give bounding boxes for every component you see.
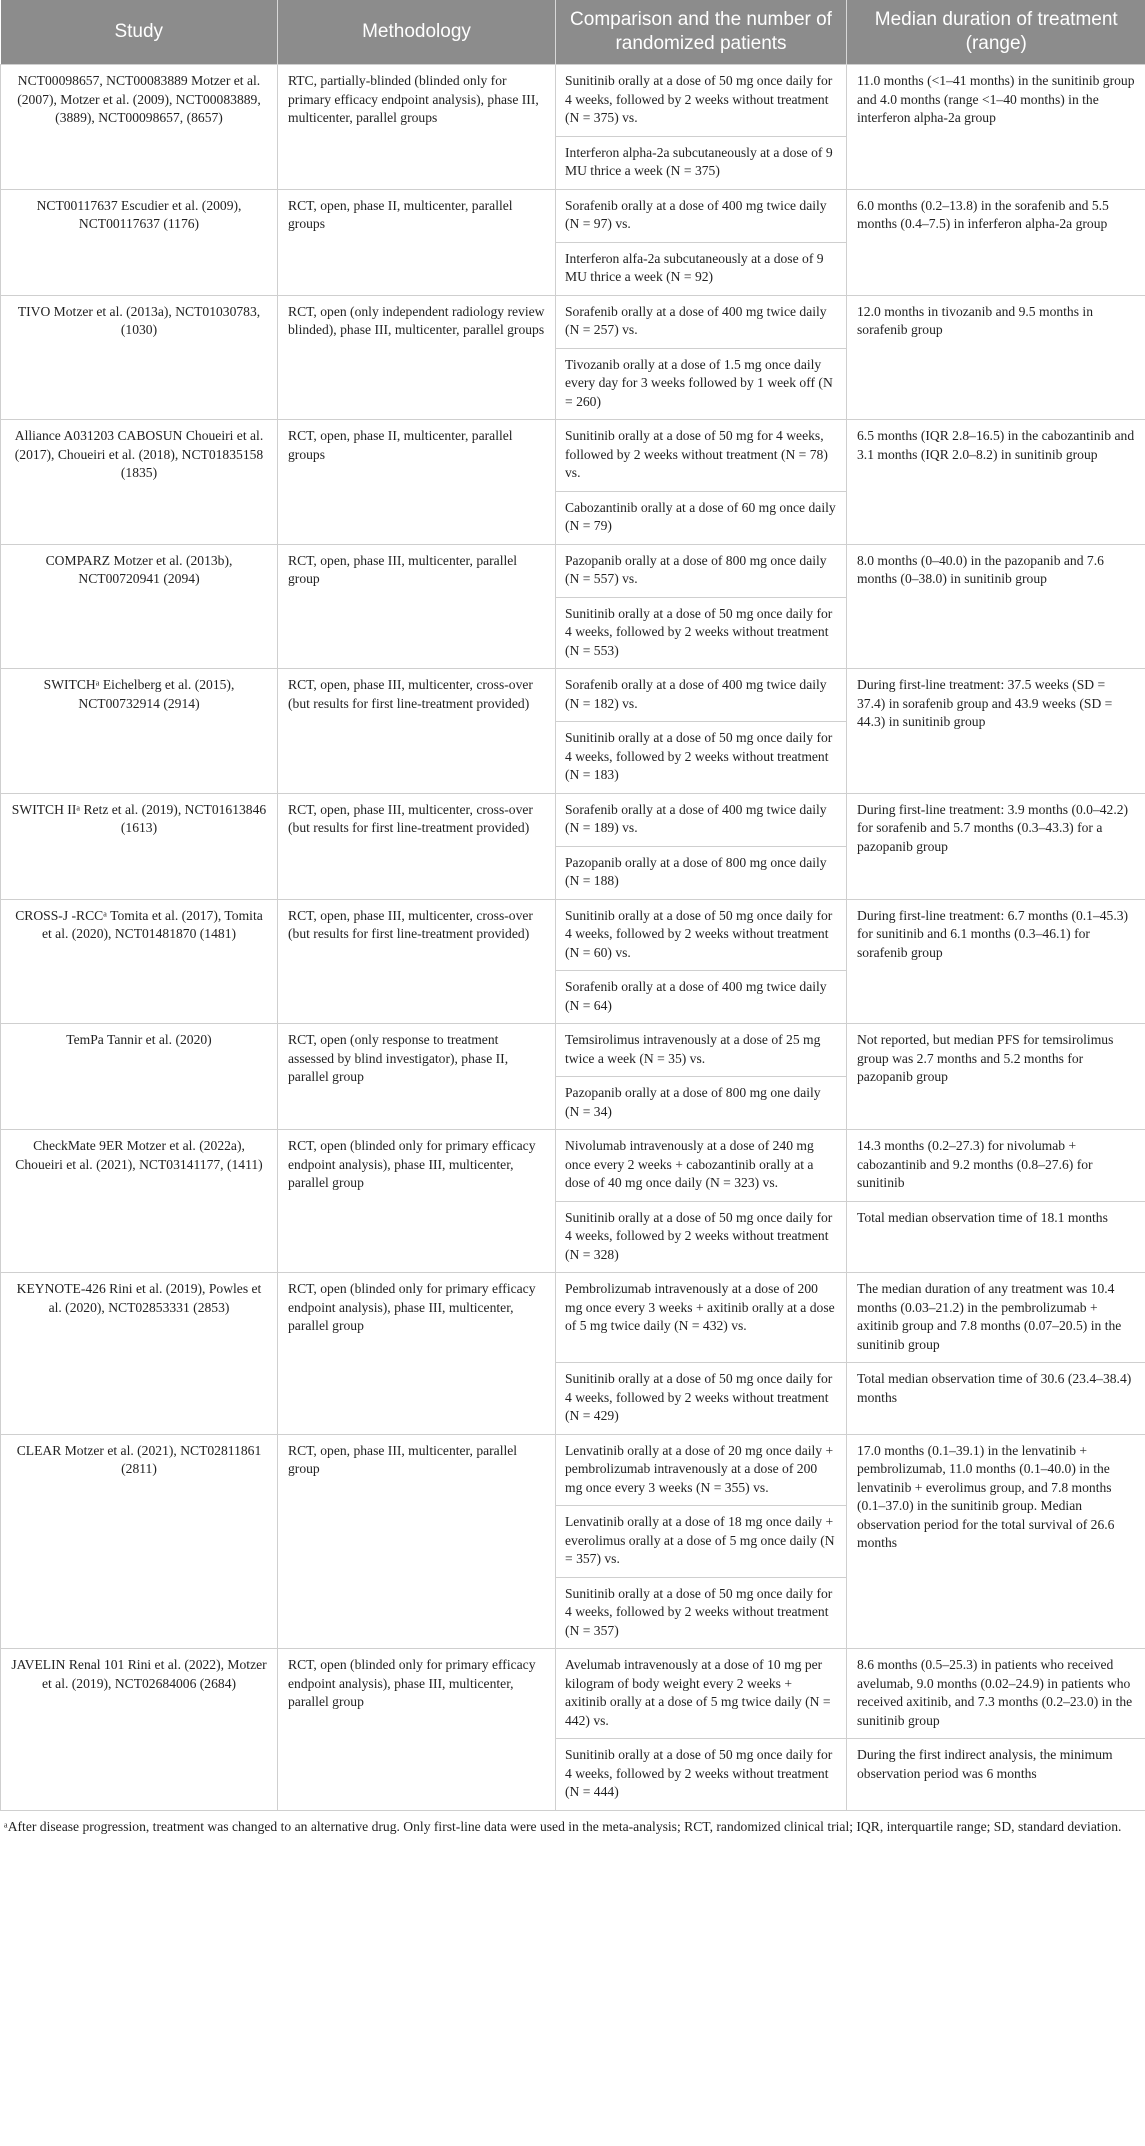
duration-cell: The median duration of any treatment was 10.4 months (0.03–21.2) in the pembrolizumab + axitinib group and 7.8 months (0.07–20.5) in the sunitinib group (847, 1273, 1145, 1363)
table-row (1, 899, 1145, 971)
comparison-cell: Interferon alfa-2a subcutaneously at a dose of 9 MU thrice a week (N = 92) (556, 242, 847, 295)
comparison-cell: Sorafenib orally at a dose of 400 mg twice daily (N = 189) vs. (556, 793, 847, 846)
methodology-cell: RCT, open, phase II, multicenter, parallel groups (278, 189, 556, 295)
study-cell: NCT00098657, NCT00083889 Motzer et al. (2007), Motzer et al. (2009), NCT00083889, (3889), NCT00098657, (8657) (1, 65, 278, 190)
duration-cell: 6.0 months (0.2–13.8) in the sorafenib and 5.5 months (0.4–7.5) in inferferon alpha-2a group (847, 189, 1145, 295)
table-row (1, 189, 1145, 242)
comparison-cell: Pazopanib orally at a dose of 800 mg once daily (N = 188) (556, 846, 847, 899)
comparison-cell: Sunitinib orally at a dose of 50 mg once daily for 4 weeks, followed by 2 weeks without treatment (N = 375) vs. (556, 65, 847, 137)
methodology-cell: RCT, open, phase III, multicenter, cross-over (but results for first line-treatment provided) (278, 899, 556, 1024)
duration-cell: Total median observation time of 18.1 months (847, 1201, 1145, 1273)
table-row (1, 793, 1145, 846)
duration-cell: 8.6 months (0.5–25.3) in patients who received avelumab, 9.0 months (0.02–24.9) in patients who received axitinib, and 7.3 months (0.2–23.0) in the sunitinib group (847, 1649, 1145, 1739)
duration-cell: 6.5 months (IQR 2.8–16.5) in the cabozantinib and 3.1 months (IQR 2.0–8.2) in sunitinib group (847, 420, 1145, 545)
comparison-cell: Lenvatinib orally at a dose of 20 mg once daily + pembrolizumab intravenously at a dose of 200 mg once every 3 weeks (N = 355) vs. (556, 1434, 847, 1506)
comparison-cell: Lenvatinib orally at a dose of 18 mg once daily + everolimus orally at a dose of 5 mg once daily (N = 357) vs. (556, 1506, 847, 1578)
comparison-cell: Temsirolimus intravenously at a dose of 25 mg twice a week (N = 35) vs. (556, 1024, 847, 1077)
methodology-cell: RCT, open, phase III, multicenter, cross-over (but results for first line-treatment provided) (278, 793, 556, 899)
duration-cell: Not reported, but median PFS for temsirolimus group was 2.7 months and 5.2 months for pazopanib group (847, 1024, 1145, 1130)
header-comparison: Comparison and the number of randomized patients (556, 0, 847, 65)
table-row (1, 65, 1145, 137)
table-body (1, 65, 1145, 1811)
comparison-cell: Tivozanib orally at a dose of 1.5 mg once daily every day for 3 weeks followed by 1 week off (N = 260) (556, 348, 847, 420)
comparison-cell: Sunitinib orally at a dose of 50 mg once daily for 4 weeks, followed by 2 weeks without treatment (N = 444) (556, 1739, 847, 1811)
study-cell: CheckMate 9ER Motzer et al. (2022a), Choueiri et al. (2021), NCT03141177, (1411) (1, 1130, 278, 1273)
study-cell: NCT00117637 Escudier et al. (2009), NCT00117637 (1176) (1, 189, 278, 295)
duration-cell: 17.0 months (0.1–39.1) in the lenvatinib + pembrolizumab, 11.0 months (0.1–40.0) in the lenvatinib + everolimus group, and 7.8 months (0.1–37.0) in the sunitinib group. Median observation period for the total survival of 26.6 months (847, 1434, 1145, 1649)
methodology-cell: RCT, open, phase II, multicenter, parallel groups (278, 420, 556, 545)
duration-cell: 12.0 months in tivozanib and 9.5 months in sorafenib group (847, 295, 1145, 420)
duration-cell: During first-line treatment: 3.9 months (0.0–42.2) for sorafenib and 5.7 months (0.3–43.3) for a pazopanib group (847, 793, 1145, 899)
comparison-cell: Avelumab intravenously at a dose of 10 mg per kilogram of body weight every 2 weeks + axitinib orally at a dose of 5 mg twice daily (N = 442) vs. (556, 1649, 847, 1739)
table-row (1, 544, 1145, 597)
table-row (1, 1273, 1145, 1363)
comparison-cell: Pembrolizumab intravenously at a dose of 200 mg once every 3 weeks + axitinib orally at a dose of 5 mg twice daily (N = 432) vs. (556, 1273, 847, 1363)
methodology-cell: RCT, open (blinded only for primary efficacy endpoint analysis), phase III, multicenter, parallel group (278, 1649, 556, 1811)
table-row (1, 1649, 1145, 1739)
study-cell: SWITCHᵃ Eichelberg et al. (2015), NCT00732914 (2914) (1, 669, 278, 794)
study-cell: SWITCH IIᵃ Retz et al. (2019), NCT01613846 (1613) (1, 793, 278, 899)
comparison-cell: Sorafenib orally at a dose of 400 mg twice daily (N = 182) vs. (556, 669, 847, 722)
duration-cell: 14.3 months (0.2–27.3) for nivolumab + cabozantinib and 9.2 months (0.8–27.6) for sunitinib (847, 1130, 1145, 1202)
table-row (1, 420, 1145, 492)
methodology-cell: RCT, open (blinded only for primary efficacy endpoint analysis), phase III, multicenter, parallel group (278, 1273, 556, 1435)
header-row (1, 0, 1145, 65)
duration-cell: 11.0 months (<1–41 months) in the sunitinib group and 4.0 months (range <1–40 months) in the interferon alpha-2a group (847, 65, 1145, 190)
study-cell: Alliance A031203 CABOSUN Choueiri et al. (2017), Choueiri et al. (2018), NCT01835158 (1835) (1, 420, 278, 545)
table-row (1, 669, 1145, 722)
table-footnote: ᵃAfter disease progression, treatment was changed to an alternative drug. Only first-line data were used in the meta-analysis; RCT, randomized clinical trial; IQR, interquartile range; SD, standard deviation. (4, 1818, 1122, 1834)
table-row (1, 1024, 1145, 1077)
comparison-cell: Sunitinib orally at a dose of 50 mg once daily for 4 weeks, followed by 2 weeks without treatment (N = 429) (556, 1363, 847, 1435)
comparison-cell: Pazopanib orally at a dose of 800 mg once daily (N = 557) vs. (556, 544, 847, 597)
comparison-cell: Sunitinib orally at a dose of 50 mg once daily for 4 weeks, followed by 2 weeks without treatment (N = 553) (556, 597, 847, 669)
methodology-cell: RCT, open, phase III, multicenter, cross-over (but results for first line-treatment provided) (278, 669, 556, 794)
study-cell: JAVELIN Renal 101 Rini et al. (2022), Motzer et al. (2019), NCT02684006 (2684) (1, 1649, 278, 1811)
methodology-cell: RCT, open, phase III, multicenter, parallel group (278, 1434, 556, 1649)
table-row (1, 1434, 1145, 1506)
methodology-cell: RCT, open, phase III, multicenter, parallel group (278, 544, 556, 669)
comparison-cell: Sorafenib orally at a dose of 400 mg twice daily (N = 97) vs. (556, 189, 847, 242)
comparison-cell: Sunitinib orally at a dose of 50 mg for 4 weeks, followed by 2 weeks without treatment (N = 78) vs. (556, 420, 847, 492)
duration-cell: Total median observation time of 30.6 (23.4–38.4) months (847, 1363, 1145, 1435)
header-duration: Median duration of treatment (range) (847, 0, 1145, 65)
table-row (1, 295, 1145, 348)
comparison-cell: Cabozantinib orally at a dose of 60 mg once daily (N = 79) (556, 491, 847, 544)
study-cell: KEYNOTE-426 Rini et al. (2019), Powles et al. (2020), NCT02853331 (2853) (1, 1273, 278, 1435)
study-cell: TIVO Motzer et al. (2013a), NCT01030783, (1030) (1, 295, 278, 420)
study-cell: COMPARZ Motzer et al. (2013b), NCT00720941 (2094) (1, 544, 278, 669)
methodology-cell: RTC, partially-blinded (blinded only for primary efficacy endpoint analysis), phase III, multicenter, parallel groups (278, 65, 556, 190)
methodology-cell: RCT, open (only independent radiology review blinded), phase III, multicenter, parallel groups (278, 295, 556, 420)
comparison-cell: Sunitinib orally at a dose of 50 mg once daily for 4 weeks, followed by 2 weeks without treatment (N = 183) (556, 722, 847, 794)
comparison-cell: Sorafenib orally at a dose of 400 mg twice daily (N = 64) (556, 971, 847, 1024)
comparison-cell: Sunitinib orally at a dose of 50 mg once daily for 4 weeks, followed by 2 weeks without treatment (N = 357) (556, 1577, 847, 1649)
comparison-cell: Sorafenib orally at a dose of 400 mg twice daily (N = 257) vs. (556, 295, 847, 348)
duration-cell: 8.0 months (0–40.0) in the pazopanib and 7.6 months (0–38.0) in sunitinib group (847, 544, 1145, 669)
comparison-cell: Pazopanib orally at a dose of 800 mg one daily (N = 34) (556, 1077, 847, 1130)
methodology-cell: RCT, open (only response to treatment assessed by blind investigator), phase II, parallel group (278, 1024, 556, 1130)
study-cell: CROSS-J -RCCᵃ Tomita et al. (2017), Tomita et al. (2020), NCT01481870 (1481) (1, 899, 278, 1024)
comparison-cell: Interferon alpha-2a subcutaneously at a dose of 9 MU thrice a week (N = 375) (556, 136, 847, 189)
duration-cell: During the first indirect analysis, the minimum observation period was 6 months (847, 1739, 1145, 1811)
table-row (1, 1130, 1145, 1202)
duration-cell: During first-line treatment: 37.5 weeks (SD = 37.4) in sorafenib group and 43.9 weeks (SD = 44.3) in sunitinib group (847, 669, 1145, 794)
header-methodology: Methodology (278, 0, 556, 65)
study-cell: CLEAR Motzer et al. (2021), NCT02811861 (2811) (1, 1434, 278, 1649)
comparison-cell: Nivolumab intravenously at a dose of 240 mg once every 2 weeks + cabozantinib orally at a dose of 40 mg once daily (N = 323) vs. (556, 1130, 847, 1202)
comparison-cell: Sunitinib orally at a dose of 50 mg once daily for 4 weeks, followed by 2 weeks without treatment (N = 328) (556, 1201, 847, 1273)
comparison-cell: Sunitinib orally at a dose of 50 mg once daily for 4 weeks, followed by 2 weeks without treatment (N = 60) vs. (556, 899, 847, 971)
study-cell: TemPa Tannir et al. (2020) (1, 1024, 278, 1130)
methodology-cell: RCT, open (blinded only for primary efficacy endpoint analysis), phase III, multicenter, parallel group (278, 1130, 556, 1273)
duration-cell: During first-line treatment: 6.7 months (0.1–45.3) for sunitinib and 6.1 months (0.3–46.1) for sorafenib group (847, 899, 1145, 1024)
header-study: Study (1, 0, 278, 65)
